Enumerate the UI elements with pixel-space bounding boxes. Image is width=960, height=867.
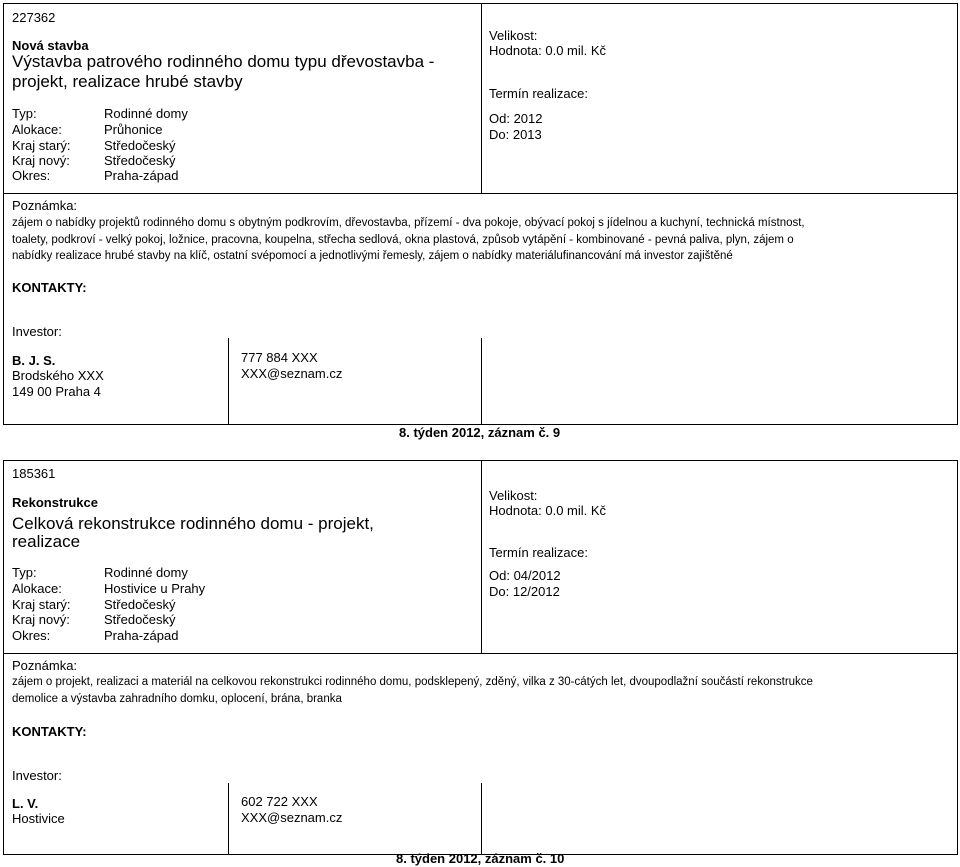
value-kraj-novy: Středočeský <box>104 153 176 168</box>
investor-name: B. J. S. <box>12 353 56 368</box>
label-kontakty: KONTAKTY: <box>12 280 87 295</box>
label-velikost: Velikost: <box>489 488 538 503</box>
value-kraj-stary: Středočeský <box>104 597 176 612</box>
column-divider <box>481 460 482 654</box>
value-typ: Rodinné domy <box>104 565 188 580</box>
value-kraj-stary: Středočeský <box>104 138 176 153</box>
contact-divider <box>228 783 229 855</box>
value-do: Do: 2013 <box>489 127 542 142</box>
record-title-cont: realizace <box>12 532 81 551</box>
value-do: Do: 12/2012 <box>489 584 560 599</box>
label-typ: Typ: <box>12 106 37 121</box>
label-alokace: Alokace: <box>12 122 62 137</box>
section-divider <box>3 193 958 194</box>
poznamka-line: zájem o projekt, realizaci a materiál na celkovou rekonstrukci rodinného domu, podsklepený, zděný, vilka z 30-cátých let, dvoupodlažní součástí rekonstrukce <box>12 676 813 688</box>
investor-email: XXX@seznam.cz <box>241 810 343 825</box>
label-alokace: Alokace: <box>12 581 62 596</box>
contact-divider <box>481 783 482 855</box>
record-title: Výstavba patrového rodinného domu typu dřevostavba - <box>12 52 435 71</box>
value-typ: Rodinné domy <box>104 106 188 121</box>
label-velikost: Velikost: <box>489 28 538 43</box>
value-okres: Praha-západ <box>104 628 179 643</box>
investor-email: XXX@seznam.cz <box>241 366 343 381</box>
label-investor: Investor: <box>12 324 62 339</box>
poznamka-line: nabídky realizace hrubé stavby na klíč, ostatní svépomocí a jednotlivými řemesly, zájem o nabídky materiálufinancování má investor zajištěné <box>12 250 733 262</box>
investor-street: Brodského XXX <box>12 368 104 383</box>
value-od: Od: 04/2012 <box>489 568 561 583</box>
investor-phone: 777 884 XXX <box>241 350 318 365</box>
section-divider <box>3 653 958 654</box>
column-divider <box>481 3 482 194</box>
poznamka-line: zájem o nabídky projektů rodinného domu s obytným podkrovím, dřevostavba, přízemí - dva pokoje, obývací pokoj s jídelnou a kuchyní, technická místnost, <box>12 217 805 229</box>
record-category: Rekonstrukce <box>12 495 98 510</box>
record-footer: 8. týden 2012, záznam č. 9 <box>399 425 561 440</box>
value-hodnota: Hodnota: 0.0 mil. Kč <box>489 503 607 518</box>
label-kraj-stary: Kraj starý: <box>12 138 71 153</box>
record-category: Nová stavba <box>12 38 89 53</box>
record-footer: 8. týden 2012, záznam č. 10 <box>396 851 565 866</box>
value-okres: Praha-západ <box>104 168 179 183</box>
label-kraj-stary: Kraj starý: <box>12 597 71 612</box>
label-termin: Termín realizace: <box>489 86 588 101</box>
label-kraj-novy: Kraj nový: <box>12 612 70 627</box>
investor-name: L. V. <box>12 796 39 811</box>
value-od: Od: 2012 <box>489 111 543 126</box>
label-termin: Termín realizace: <box>489 545 588 560</box>
label-okres: Okres: <box>12 628 51 643</box>
record-id: 185361 <box>12 466 56 481</box>
record-id: 227362 <box>12 10 56 25</box>
label-kraj-novy: Kraj nový: <box>12 153 70 168</box>
label-typ: Typ: <box>12 565 37 580</box>
value-hodnota: Hodnota: 0.0 mil. Kč <box>489 43 607 58</box>
investor-phone: 602 722 XXX <box>241 794 318 809</box>
label-poznamka: Poznámka: <box>12 198 78 213</box>
value-alokace: Průhonice <box>104 122 163 137</box>
poznamka-line: toalety, podkroví - velký pokoj, ložnice, pracovna, koupelna, střecha sedlová, okna plastová, způsob vytápění - kombinované - pevná paliva, plyn, zájem o <box>12 234 794 246</box>
label-kontakty: KONTAKTY: <box>12 724 87 739</box>
record-title-cont: projekt, realizace hrubé stavby <box>12 72 243 91</box>
record-title: Celková rekonstrukce rodinného domu - projekt, <box>12 514 374 533</box>
value-alokace: Hostivice u Prahy <box>104 581 206 596</box>
investor-city: 149 00 Praha 4 <box>12 384 101 399</box>
investor-city: Hostivice <box>12 811 65 826</box>
poznamka-line: demolice a výstavba zahradního domku, oplocení, brána, branka <box>12 693 342 705</box>
label-investor: Investor: <box>12 768 62 783</box>
value-kraj-novy: Středočeský <box>104 612 176 627</box>
label-poznamka: Poznámka: <box>12 658 78 673</box>
label-okres: Okres: <box>12 168 51 183</box>
contact-divider <box>481 338 482 425</box>
contact-divider <box>228 338 229 425</box>
